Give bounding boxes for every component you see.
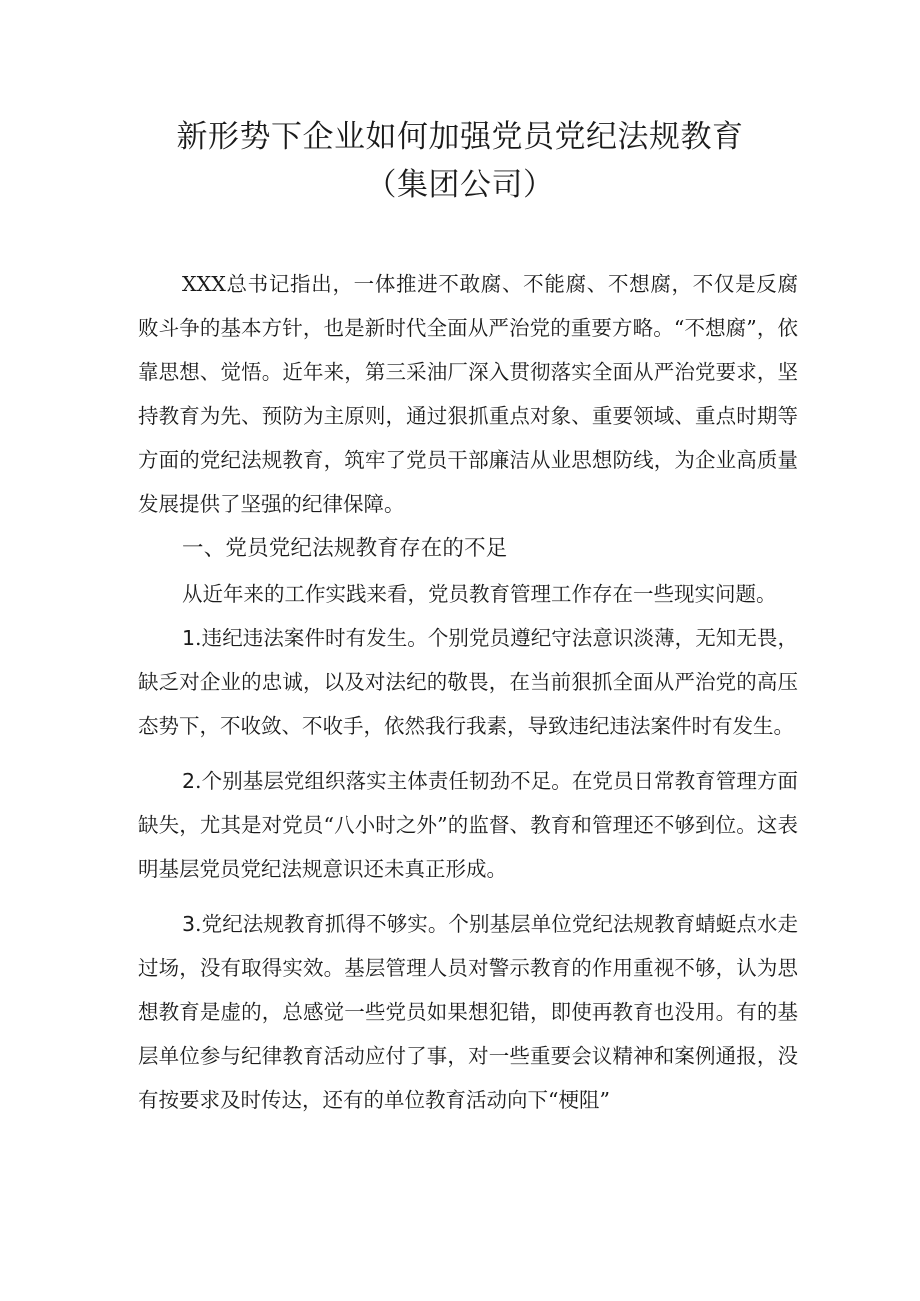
list-item-1 (138, 616, 798, 748)
section-1-intro: 从近年来的工作实践来看，党员教育管理工作存在一些现实问题。 (182, 582, 777, 606)
item-text: .个别基层党组织落实主体责任韧劲不足。在党员日常教育管理方面缺失，尤其是对党员“八小时之外”的监督、教育和管理还不够到位。这表明基层党员党纪法规意识还未真正形成。 (138, 769, 798, 881)
list-item-2 (138, 759, 798, 891)
item-number: 3 (182, 912, 196, 936)
document-body (138, 262, 798, 1122)
title-line-1: 新形势下企业如何加强党员党纪法规教育 (176, 119, 744, 155)
document-title (0, 113, 920, 209)
item-text: .违纪违法案件时有发生。个别党员遵纪守法意识淡薄，无知无畏，缺乏对企业的忠诚，以及对法纪的敬畏，在当前狠抓全面从严治党的高压态势下，不收敛、不收手，依然我行我素，导致违纪违法案件时有发生。 (138, 626, 798, 738)
section-1-heading: 一、党员党纪法规教育存在的不足 (182, 536, 508, 561)
title-line-2: （集团公司） (365, 167, 555, 203)
item-text: .党纪法规教育抓得不够实。个别基层单位党纪法规教育蜻蜓点水走过场，没有取得实效。基层管理人员对警示教育的作用重视不够，认为思想教育是虚的，总感觉一些党员如果想犯错，即使再教育也没用。有的基层单位参与纪律教育活动应付了事，对一些重要会议精神和案例通报，没有按要求及时传达，还有的单位教育活动向下“梗阻” (138, 912, 798, 1112)
list-item-3 (138, 902, 798, 1122)
item-number: 1 (182, 626, 196, 650)
intro-paragraph: XXX总书记指出，一体推进不敢腐、不能腐、不想腐，不仅是反腐败斗争的基本方针，也是新时代全面从严治党的重要方略。“不想腐”，依靠思想、觉悟。近年来，第三采油厂深入贯彻落实全面从严治党要求，坚持教育为先、预防为主原则，通过狠抓重点对象、重要领域、重点时期等方面的党纪法规教育，筑牢了党员干部廉洁从业思想防线，为企业高质量发展提供了坚强的纪律保障。 (138, 272, 798, 516)
item-number: 2 (182, 769, 196, 793)
